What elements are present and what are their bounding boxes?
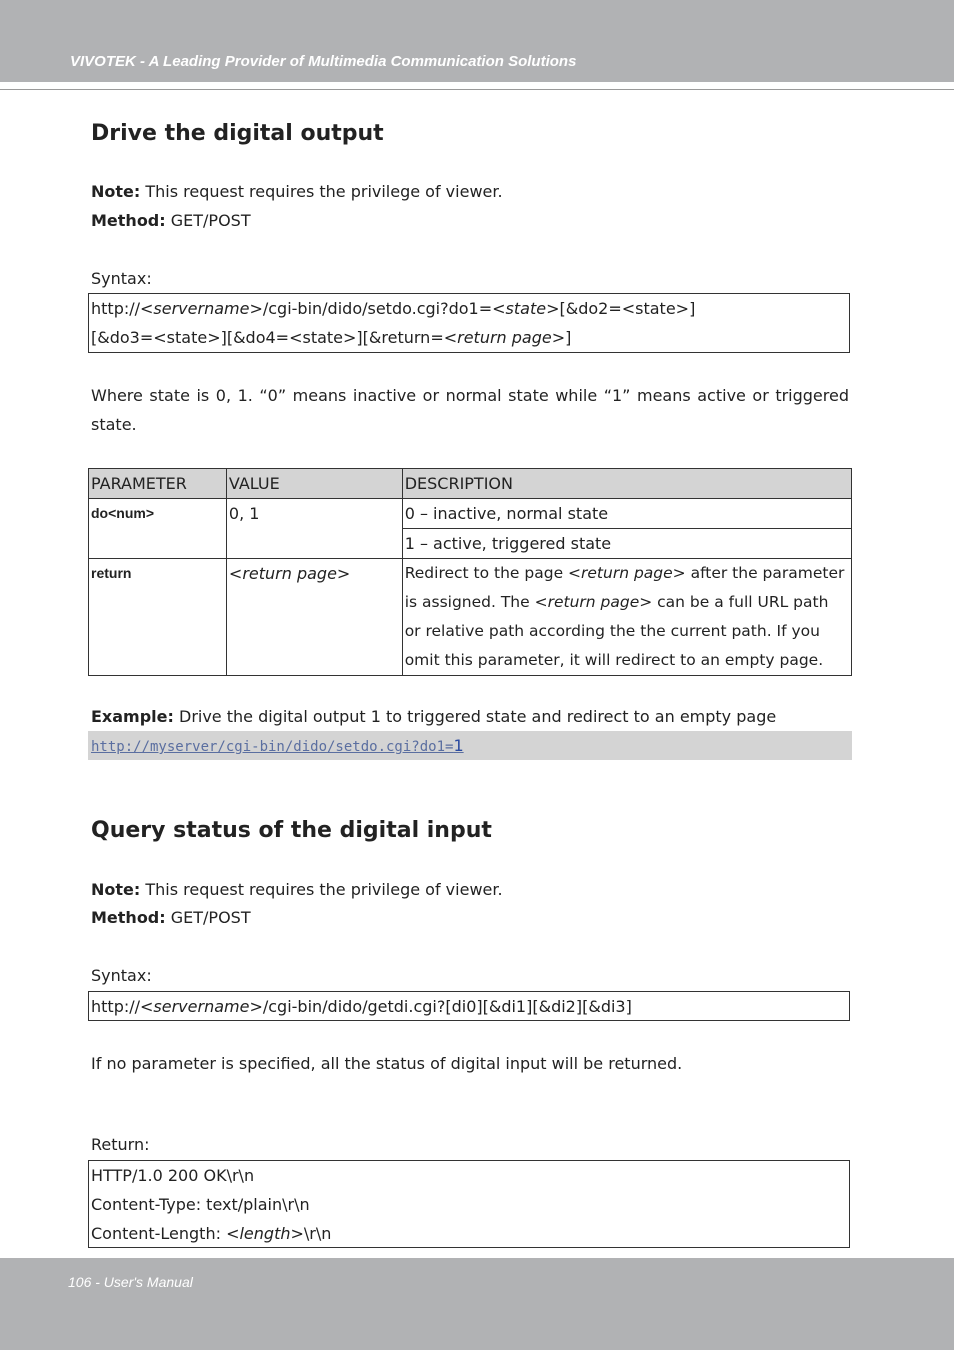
- syntax-label: Syntax:: [91, 966, 152, 985]
- note-line: [91, 875, 503, 904]
- syntax-box: [88, 293, 850, 353]
- param-description: 1 – active, triggered state: [402, 529, 851, 559]
- page-header: [0, 0, 954, 82]
- page-footer: [0, 1258, 954, 1350]
- column-header: VALUE: [226, 469, 402, 499]
- return-line: Content-Type: text/plain\r\n: [91, 1195, 310, 1214]
- method-label: Method:: [91, 908, 166, 927]
- return-line: HTTP/1.0 200 OK\r\n: [91, 1166, 255, 1185]
- parameter-table: [88, 468, 852, 676]
- syntax-line-1: http://<servername>/cgi-bin/dido/setdo.cgi?do1=<state>[&do2=<state>]: [91, 299, 696, 318]
- example-line: [91, 702, 776, 731]
- syntax-label: Syntax:: [91, 269, 152, 288]
- return-label: Return:: [91, 1135, 150, 1154]
- method-line: [91, 903, 251, 932]
- section-title-drive-output: Drive the digital output: [91, 121, 384, 146]
- method-text: GET/POST: [165, 908, 251, 927]
- column-header: DESCRIPTION: [402, 469, 851, 499]
- return-line: Content-Length: <length>\r\n: [91, 1224, 332, 1243]
- example-url-link[interactable]: http://myserver/cgi-bin/dido/setdo.cgi?do1=1: [91, 736, 464, 755]
- syntax-line: http://<servername>/cgi-bin/dido/getdi.cgi?[di0][&di1][&di2][&di3]: [91, 997, 632, 1016]
- header-title: VIVOTEK - A Leading Provider of Multimedia Communication Solutions: [70, 53, 577, 70]
- syntax-line-2: [&do3=<state>][&do4=<state>][&return=<return page>]: [91, 328, 572, 347]
- return-box: [88, 1160, 850, 1248]
- note-line: [91, 177, 503, 206]
- page-number: 106 - User's Manual: [68, 1274, 193, 1290]
- method-text: GET/POST: [165, 211, 251, 230]
- param-value: <return page>: [226, 559, 402, 676]
- method-label: Method:: [91, 211, 166, 230]
- syntax-box: [88, 991, 850, 1021]
- param-name: return: [89, 559, 227, 676]
- table-row: [89, 499, 852, 529]
- param-value: 0, 1: [226, 499, 402, 559]
- section-title-query-input: Query status of the digital input: [91, 818, 492, 843]
- table-row: [89, 559, 852, 676]
- table-header-row: [89, 469, 852, 499]
- header-divider: [0, 89, 954, 90]
- info-text: If no parameter is specified, all the status of digital input will be returned.: [91, 1054, 683, 1073]
- column-header: PARAMETER: [89, 469, 227, 499]
- param-description: Redirect to the page <return page> after the parameter is assigned. The <return page> can be a full URL path or relative path according the the current path. If you omit this parameter, it will redirect to an empty page.: [402, 559, 851, 676]
- note-label: Note:: [91, 880, 141, 899]
- example-label: Example:: [91, 707, 174, 726]
- param-name: do<num>: [89, 499, 227, 559]
- param-description: 0 – inactive, normal state: [402, 499, 851, 529]
- example-text: Drive the digital output 1 to triggered state and redirect to an empty page: [173, 707, 777, 726]
- state-description: Where state is 0, 1. “0” means inactive or normal state while “1” means active or triggered state.: [91, 386, 849, 434]
- method-line: [91, 206, 251, 235]
- note-text: This request requires the privilege of viewer.: [140, 182, 503, 201]
- note-label: Note:: [91, 182, 141, 201]
- note-text: This request requires the privilege of viewer.: [140, 880, 503, 899]
